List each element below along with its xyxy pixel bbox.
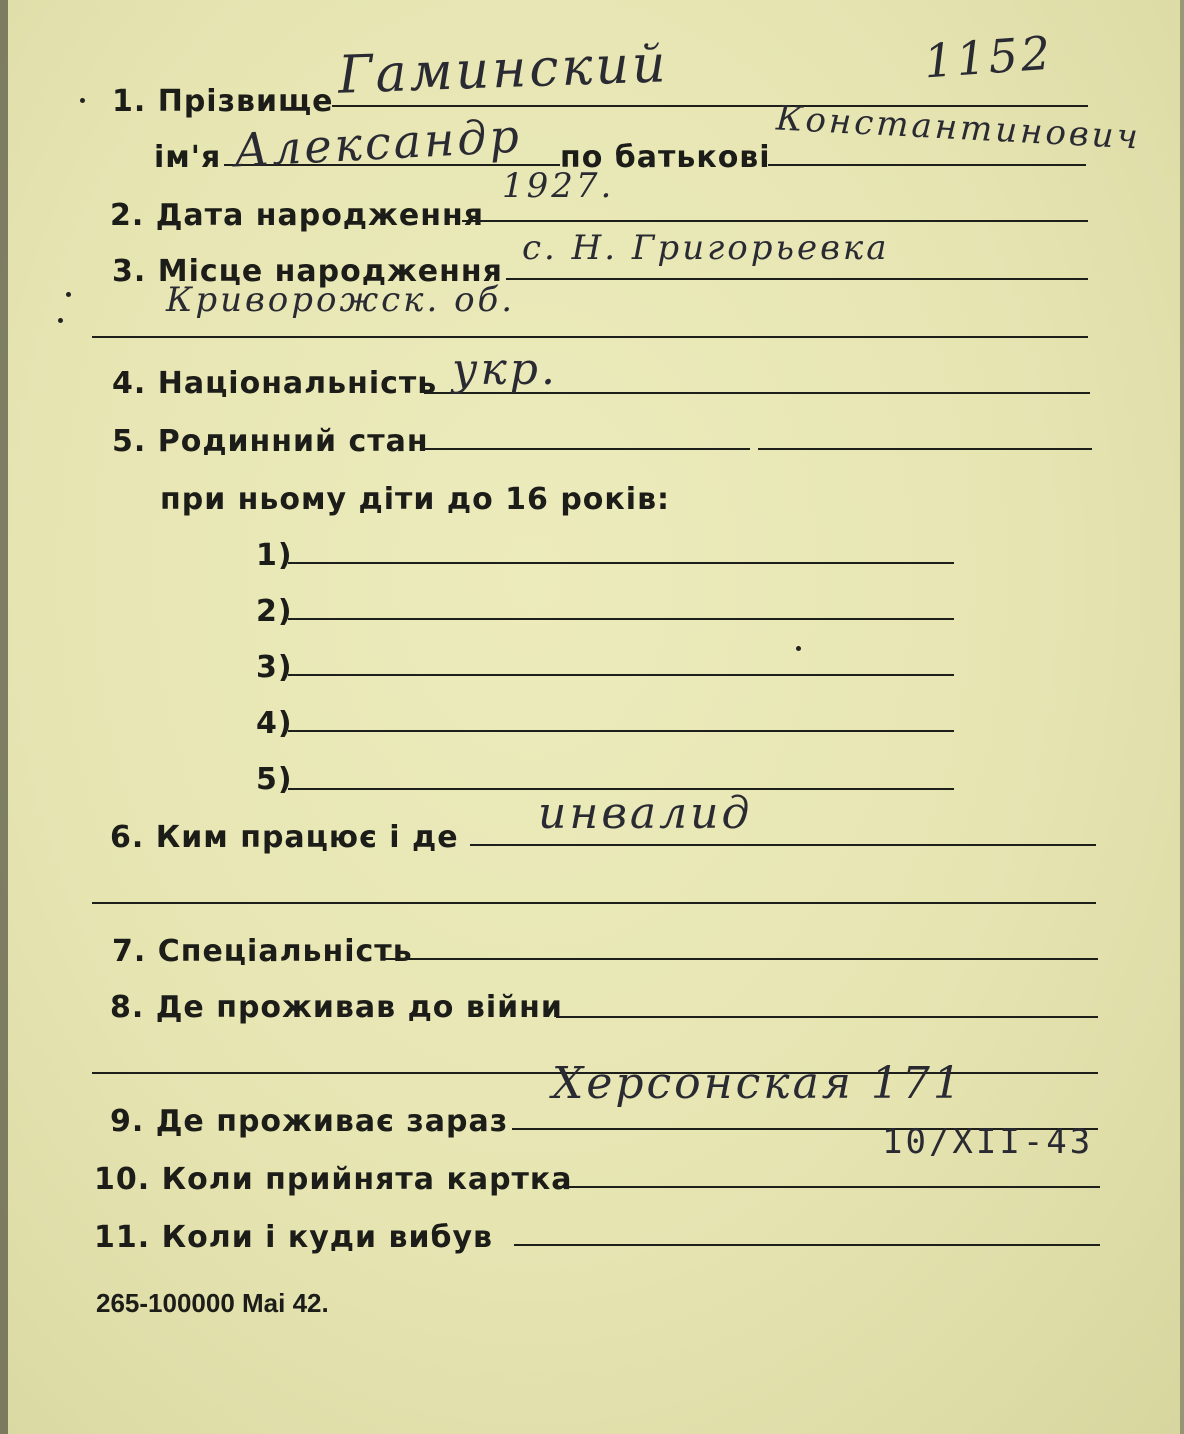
label-prewar-residence: 8. Де проживав до війни bbox=[110, 990, 563, 1025]
mark-dot bbox=[66, 292, 71, 297]
scan-edge-left bbox=[0, 0, 8, 1434]
handwritten-nationality: укр. bbox=[452, 344, 558, 395]
line-departure bbox=[514, 1244, 1100, 1246]
label-birth-date: 2. Дата народження bbox=[110, 198, 484, 233]
handwritten-card-date: 10/XII-43 bbox=[882, 1122, 1094, 1162]
scan-edge-right bbox=[1180, 0, 1184, 1434]
child-line-2 bbox=[288, 618, 954, 620]
child-number-3: 3) bbox=[256, 650, 293, 685]
label-name: ім'я bbox=[154, 140, 222, 175]
label-speciality: 7. Спеціальність bbox=[112, 934, 413, 969]
line-occupation-2 bbox=[92, 902, 1096, 904]
label-birthplace: 3. Місце народження bbox=[112, 254, 503, 289]
label-nationality: 4. Національність bbox=[112, 366, 438, 401]
line-occupation bbox=[470, 844, 1096, 846]
label-surname: 1. Прізвище bbox=[112, 84, 334, 119]
child-number-5: 5) bbox=[256, 762, 293, 797]
child-number-4: 4) bbox=[256, 706, 293, 741]
label-children: при ньому діти до 16 років: bbox=[160, 482, 671, 517]
line-birth-date bbox=[462, 220, 1088, 222]
handwritten-card-number: 1152 bbox=[922, 25, 1055, 89]
handwritten-occupation: инвалид bbox=[538, 788, 753, 839]
handwritten-birth-year: 1927. bbox=[502, 166, 615, 206]
handwritten-name: Александр bbox=[232, 108, 524, 178]
handwritten-birthplace-1: с. Н. Григорьевка bbox=[522, 228, 890, 268]
line-patronymic bbox=[768, 164, 1086, 166]
child-line-1 bbox=[288, 562, 954, 564]
child-number-1: 1) bbox=[256, 538, 293, 573]
label-card-accepted: 10. Коли прийнята картка bbox=[94, 1162, 573, 1197]
mark-dot bbox=[796, 646, 801, 651]
line-speciality bbox=[384, 958, 1098, 960]
line-marital-status-a bbox=[424, 448, 750, 450]
label-current-residence: 9. Де проживає зараз bbox=[110, 1104, 509, 1139]
handwritten-patronymic: Константинович bbox=[775, 98, 1142, 158]
mark-dot bbox=[80, 98, 85, 103]
label-patronymic: по батькові bbox=[560, 140, 771, 175]
handwritten-current-address: Херсонская 171 bbox=[552, 1058, 964, 1109]
print-code: 265-100000 Mai 42. bbox=[96, 1288, 329, 1318]
line-prewar-residence bbox=[556, 1016, 1098, 1018]
child-line-3 bbox=[288, 674, 954, 676]
line-birthplace-2 bbox=[92, 336, 1088, 338]
line-birthplace bbox=[506, 278, 1088, 280]
label-marital-status: 5. Родинний стан bbox=[112, 424, 429, 459]
child-line-4 bbox=[288, 730, 954, 732]
line-surname bbox=[332, 105, 1088, 107]
line-marital-status-b bbox=[758, 448, 1092, 450]
child-number-2: 2) bbox=[256, 594, 293, 629]
mark-dot bbox=[58, 318, 63, 323]
handwritten-surname: Гаминский bbox=[337, 34, 670, 106]
label-departure: 11. Коли і куди вибув bbox=[94, 1220, 493, 1255]
label-occupation: 6. Ким працює і де bbox=[110, 820, 459, 855]
line-card-accepted bbox=[556, 1186, 1100, 1188]
handwritten-birthplace-2: Криворожск. об. bbox=[166, 280, 516, 320]
